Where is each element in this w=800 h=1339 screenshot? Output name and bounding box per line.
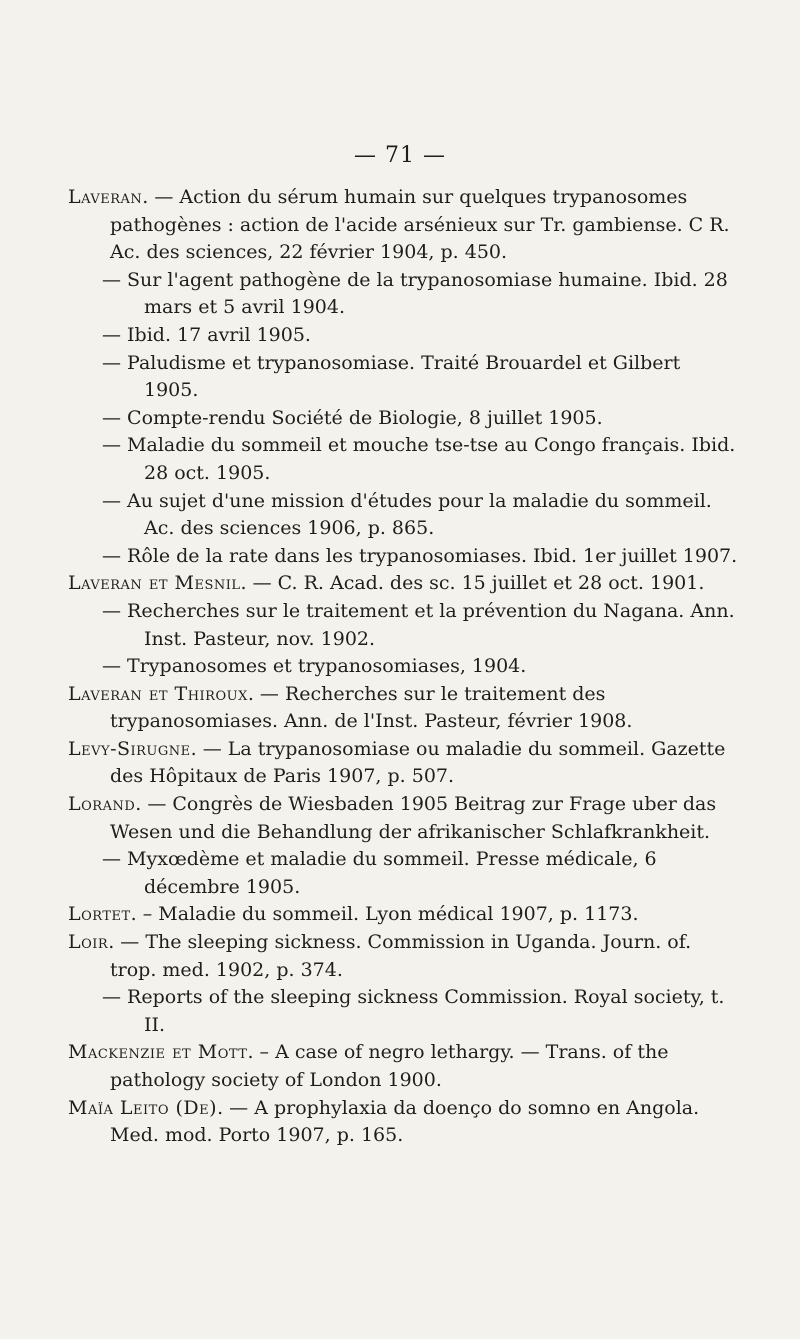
entry-text: — Trypanosomes et trypanosomiases, 1904. (102, 655, 527, 678)
entry-text: . — Recherches sur le traitement des trypanosomiases. Ann. de l'Inst. Pasteur, février 1908. (110, 682, 633, 733)
page-number: — 71 — (354, 143, 446, 168)
bibliography-entry (68, 681, 740, 736)
entry-text: — Paludisme et trypanosomiase. Traité Brouardel et Gilbert 1905. (102, 351, 681, 402)
bibliography-entry (68, 598, 740, 653)
bibliography-entry (68, 846, 740, 901)
bibliography-entry (68, 322, 740, 350)
bibliography-entry (68, 488, 740, 543)
entry-author: Laveran (68, 186, 143, 208)
entry-author: Loir (68, 931, 109, 954)
entry-text: . — A prophylaxia da doenço do somno en Angola. Med. mod. Porto 1907, p. 165. (110, 1096, 700, 1147)
entry-author: Lorand (68, 793, 136, 816)
entry-text: — Compte-rendu Société de Biologie, 8 juillet 1905. (102, 406, 603, 429)
entry-text: . — Congrès de Wiesbaden 1905 Beitrag zur Frage uber das Wesen und die Behandlung der afrikanischer Schlafkrankheit. (110, 793, 717, 843)
bibliography-entry (68, 984, 740, 1039)
bibliography-entry (68, 184, 740, 267)
entry-author: Lortet (68, 903, 131, 926)
bibliography-entry (68, 1095, 740, 1150)
entry-text: — Rôle de la rate dans les trypanosomiases. Ibid. 1er juillet 1907. (102, 544, 738, 567)
bibliography-entry (68, 929, 740, 984)
bibliography-entry (68, 736, 740, 791)
entry-author: Mackenzie et Mott (68, 1041, 248, 1064)
entry-text: . — Action du sérum humain sur quelques trypanosomes pathogènes : action de l'acide arsénieux sur Tr. gambiense. C R. Ac. des sciences, 22 février 1904, p. 450. (110, 186, 730, 264)
entry-text: — Ibid. 17 avril 1905. (102, 323, 311, 346)
entry-text: — Myxœdème et maladie du sommeil. Presse médicale, 6 décembre 1905. (102, 848, 657, 898)
bibliography-entry (68, 901, 740, 929)
bibliography-entry (68, 267, 740, 322)
bibliography-list (68, 184, 740, 1150)
entry-text: . — The sleeping sickness. Commission in Uganda. Journ. of. trop. med. 1902, p. 374. (108, 931, 692, 981)
entry-text: — Sur l'agent pathogène de la trypanosomiase humaine. Ibid. 28 mars et 5 avril 1904. (102, 268, 728, 319)
entry-text: . – Maladie du sommeil. Lyon médical 1907, p. 1173. (130, 903, 639, 926)
bibliography-entry (68, 405, 740, 433)
entry-text: . – A case of negro lethargy. — Trans. of the pathology society of London 1900. (110, 1041, 669, 1091)
bibliography-entry (68, 432, 740, 487)
entry-text: — Au sujet d'une mission d'études pour la maladie du sommeil. Ac. des sciences 1906, p. 865. (102, 489, 712, 540)
entry-text: — Recherches sur le traitement et la prévention du Nagana. Ann. Inst. Pasteur, nov. 1902. (102, 599, 735, 650)
entry-text: — Reports of the sleeping sickness Commission. Royal society, t. II. (102, 986, 725, 1036)
entry-text: . — La trypanosomiase ou maladie du sommeil. Gazette des Hôpitaux de Paris 1907, p. 507. (110, 737, 726, 788)
entry-author: Laveran et Thiroux (68, 682, 248, 705)
bibliography-entry (68, 543, 740, 571)
bibliography-entry (68, 1039, 740, 1094)
bibliography-entry (68, 791, 740, 846)
bibliography-entry (68, 653, 740, 681)
entry-author: Laveran et Mesnil (68, 572, 241, 595)
bibliography-entry (68, 570, 740, 598)
bibliography-entry (68, 350, 740, 405)
entry-author: Levy-Sirugne (68, 737, 191, 760)
entry-author: Maïa Leito (De) (68, 1096, 218, 1119)
entry-text: . — C. R. Acad. des sc. 15 juillet et 28 oct. 1901. (240, 572, 705, 595)
entry-text: — Maladie du sommeil et mouche tse-tse au Congo français. Ibid. 28 oct. 1905. (102, 434, 736, 484)
